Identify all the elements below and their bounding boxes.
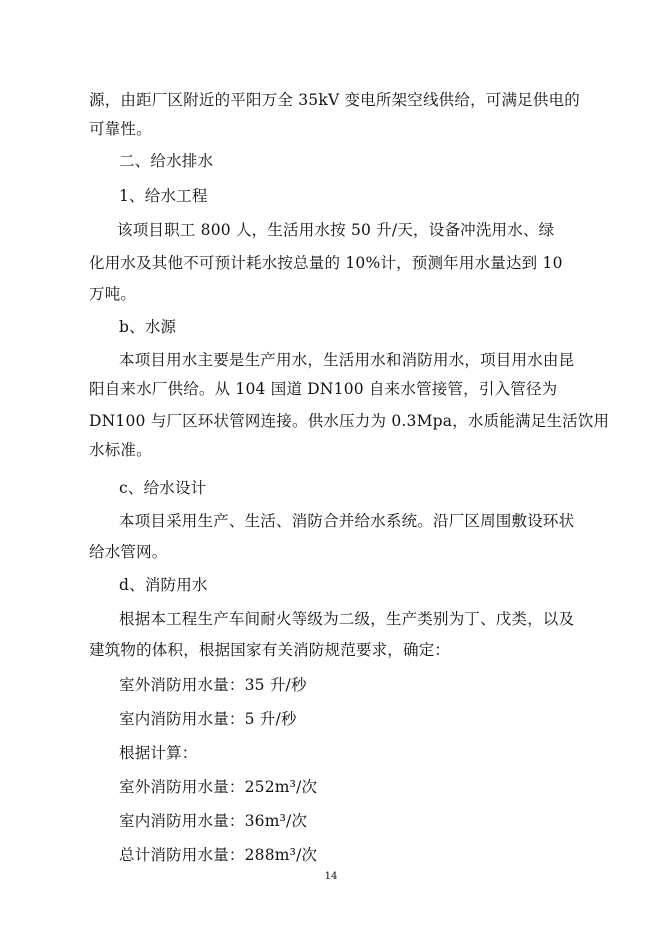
body-text-line: 根据本工程生产车间耐火等级为二级，生产类别为丁、戊类，以及 (119, 610, 575, 628)
body-text-line: 根据计算： (119, 744, 198, 762)
body-text-line: 总计消防用水量：288m³/次 (119, 846, 318, 864)
body-text-line: 本项目用水主要是生产用水，生活用水和消防用水，项目用水由昆 (119, 351, 575, 369)
body-text-line: 室内消防用水量：5 升/秒 (119, 710, 297, 728)
body-text-line: 源，由距厂区附近的平阳万全 35kV 变电所架空线供给，可满足供电的 (89, 91, 580, 109)
body-text-line: 水标准。 (89, 441, 152, 459)
subsection-heading: 1、给水工程 (119, 187, 208, 205)
body-text-line: 给水管网。 (89, 543, 168, 561)
section-heading: 二、给水排水 (119, 152, 214, 170)
body-text-line: 该项目职工 800 人，生活用水按 50 升/天，设备冲洗用水、绿 (117, 221, 555, 239)
body-text-line: 化用水及其他不可预计耗水按总量的 10%计，预测年用水量达到 10 (89, 254, 563, 272)
body-text-line: 建筑物的体积，根据国家有关消防规范要求，确定： (89, 641, 451, 659)
body-text-line: 阳自来水厂供给。从 104 国道 DN100 自来水管接管，引入管径为 (89, 380, 558, 398)
body-text-line: 万吨。 (89, 285, 137, 303)
body-text-line: 室外消防用水量：252m³/次 (119, 778, 318, 796)
page-number: 14 (324, 871, 338, 882)
body-text-line: 可靠性。 (89, 120, 152, 138)
body-text-line: 本项目采用生产、生活、消防合并给水系统。沿厂区周围敷设环状 (119, 512, 575, 530)
body-text-line: 室外消防用水量：35 升/秒 (119, 676, 307, 694)
body-text-line: 室内消防用水量：36m³/次 (119, 812, 308, 830)
body-text-line: DN100 与厂区环状管网连接。供水压力为 0.3Mpa，水质能满足生活饮用 (89, 412, 610, 430)
subsection-heading: c、给水设计 (119, 479, 207, 497)
subsection-heading: d、消防用水 (119, 576, 208, 594)
subsection-heading: b、水源 (119, 318, 177, 336)
